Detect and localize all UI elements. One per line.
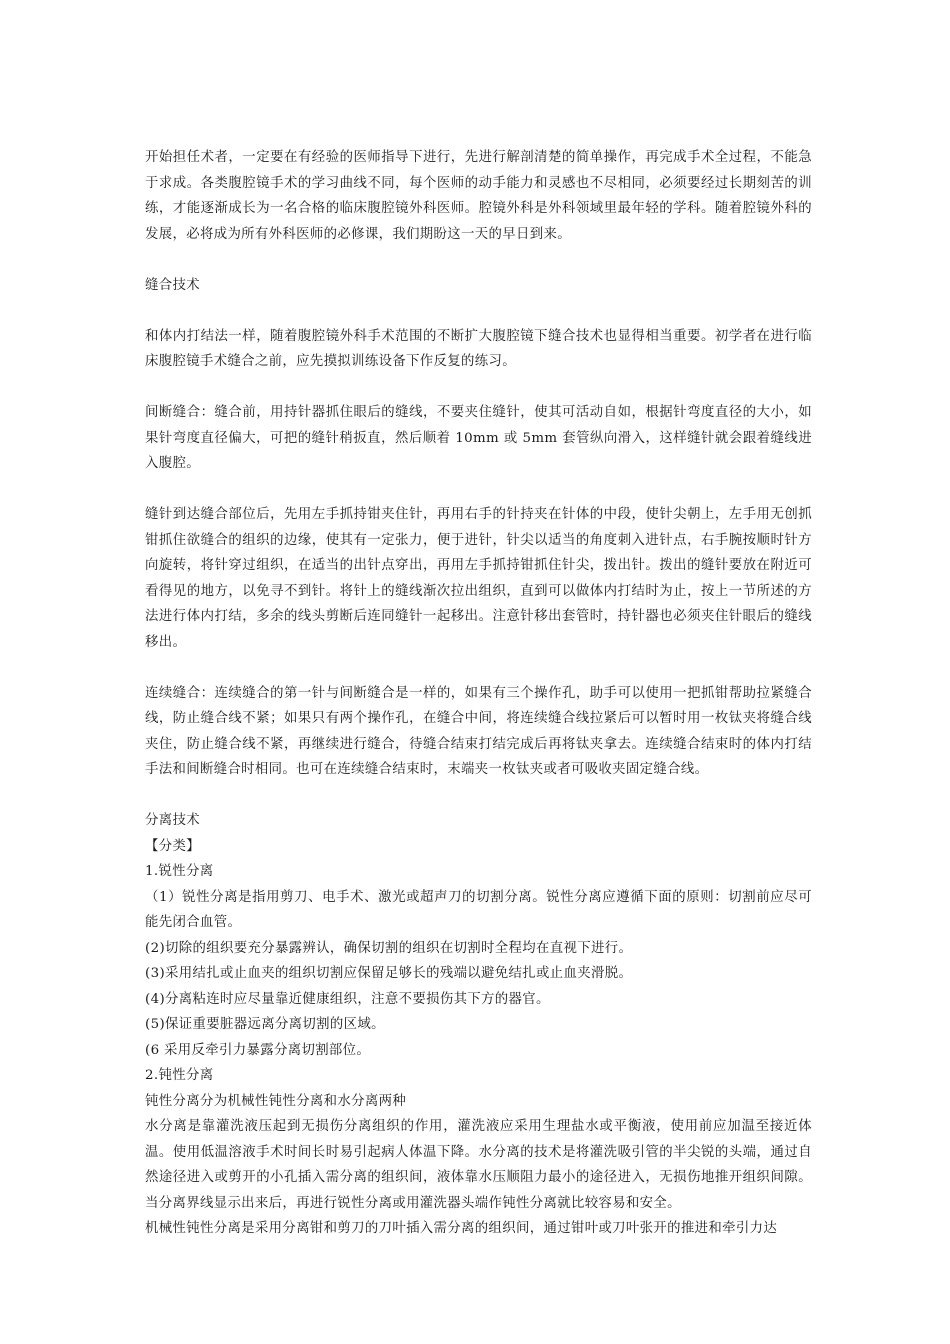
- intro-paragraph: 开始担任术者，一定要在有经验的医师指导下进行，先进行解剖清楚的简单操作，再完成手术全过程，不能急于求成。各类腹腔镜手术的学习曲线不同，每个医师的动手能力和灵感也不尽相同，必须要经过长期刻苦的训练，才能逐渐成长为一名合格的临床腹腔镜外科医师。腔镜外科是外科领域里最年轻的学科。随着腔镜外科的发展，必将成为所有外科医师的必修课，我们期盼这一天的早日到来。: [145, 150, 812, 242]
- blunt-separation-intro: 钝性分离分为机械性钝性分离和水分离两种: [145, 1093, 407, 1109]
- paragraph-gap: [145, 298, 812, 324]
- sharp-rule-3: (3)采用结扎或止血夹的组织切割应保留足够长的残端以避免结扎或止血夹滑脱。: [145, 966, 633, 981]
- paragraph-gap: [145, 247, 812, 273]
- blunt-separation-title: 2.钝性分离: [145, 1068, 214, 1083]
- needle-handling-paragraph: 缝针到达缝合部位后，先用左手抓持钳夹住针，再用右手的针持夹在针体的中段，使针尖朝上，左手用无创抓钳抓住欲缝合的组织的边缘，使其有一定张力，便于进针，针尖以适当的角度刺入进针点，右手腕按顺时针方向旋转，将针穿过组织，在适当的出针点穿出，再用左手抓持钳抓住针尖，拨出针。拨出的缝针要放在附近可看得见的地方，以免寻不到针。将针上的缝线渐次拉出组织，直到可以做体内打结时为止，按上一节所述的方法进行体内打结，多余的线头剪断后连同缝针一起移出。注意针移出套管时，持针器也必须夹住针眼后的缝线移出。: [145, 507, 812, 650]
- sharp-rule-5: (5)保证重要脏器远离分离切割的区域。: [145, 1017, 385, 1032]
- mechanical-separation-paragraph: 机械性钝性分离是采用分离钳和剪刀的刀叶插入需分离的组织间，通过钳叶或刀叶张开的推进和牵引力达: [145, 1221, 778, 1236]
- suture-intro-paragraph: 和体内打结法一样，随着腹腔镜外科手术范围的不断扩大腹腔镜下缝合技术也显得相当重要。初学者在进行临床腹腔镜手术缝合之前，应先摸拟训练设备下作反复的练习。: [145, 328, 812, 369]
- sharp-rule-4: (4)分离粘连时应尽量靠近健康组织，注意不要损伤其下方的器官。: [145, 991, 550, 1007]
- suture-heading: 缝合技术: [145, 277, 200, 293]
- document-body: [145, 145, 812, 1242]
- category-label: 【分类】: [145, 838, 200, 854]
- water-separation-paragraph: 水分离是靠灌洗液压起到无损伤分离组织的作用，灌洗液应采用生理盐水或平衡液，使用前应加温至接近体温。使用低温溶液手术时间长时易引起病人体温下降。水分离的技术是将灌洗吸引管的半尖锐的头端，通过自然途径进入或剪开的小孔插入需分离的组织间，液体靠水压顺阻力最小的途径进入，无损伤地推开组织间隙。当分离界线显示出来后，再进行锐性分离或用灌洗器头端作钝性分离就比较容易和安全。: [145, 1119, 812, 1211]
- sharp-rule-2: (2)切除的组织要充分暴露辨认，确保切割的组织在切割时全程均在直视下进行。: [145, 940, 633, 956]
- paragraph-gap: [145, 655, 812, 681]
- separation-heading: 分离技术: [145, 813, 200, 828]
- continuous-suture-paragraph: 连续缝合：连续缝合的第一针与间断缝合是一样的，如果有三个操作孔，助手可以使用一把抓钳帮助拉紧缝合线，防止缝合线不紧；如果只有两个操作孔，在缝合中间，将连续缝合线拉紧后可以暂时用一枚钛夹将缝合线夹住，防止缝合线不紧，再继续进行缝合，待缝合结束打结完成后再将钛夹拿去。连续缝合结束时的体内打结手法和间断缝合时相同。也可在连续缝合结束时，末端夹一枚钛夹或者可吸收夹固定缝合线。: [145, 685, 812, 777]
- sharp-rule-1: （1）锐性分离是指用剪刀、电手术、激光或超声刀的切割分离。锐性分离应遵循下面的原则：切割前应尽可能先闭合血管。: [145, 889, 812, 930]
- sharp-rule-6: (6 采用反牵引力暴露分离切割部位。: [145, 1042, 371, 1058]
- sharp-separation-title: 1.锐性分离: [145, 864, 214, 879]
- paragraph-gap: [145, 783, 812, 809]
- interrupted-suture-paragraph: 间断缝合：缝合前，用持针器抓住眼后的缝线，不要夹住缝针，使其可活动自如，根据针弯度直径的大小，如果针弯度直径偏大，可把的缝针稍扳直，然后顺着 10mm 或 5mm 套管纵向滑入，这样缝针就会跟着缝线进入腹腔。: [145, 405, 812, 471]
- paragraph-gap: [145, 375, 812, 401]
- paragraph-gap: [145, 477, 812, 503]
